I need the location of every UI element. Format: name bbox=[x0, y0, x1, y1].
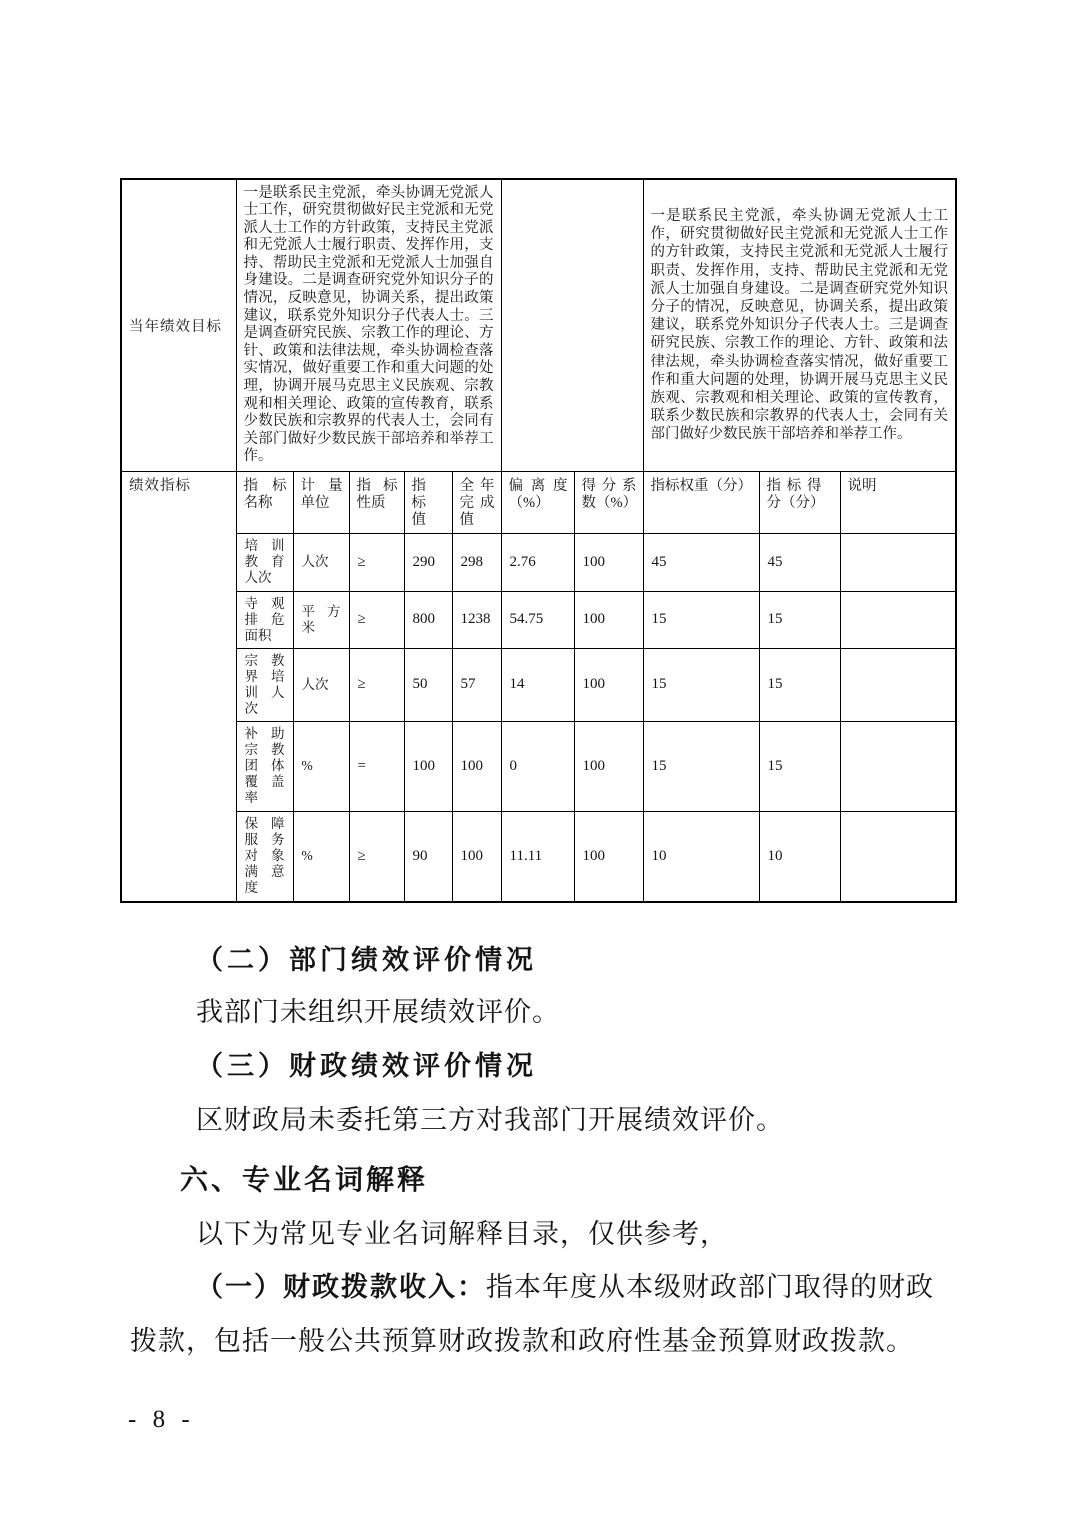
header-deviation: 偏离度（%） bbox=[501, 471, 574, 533]
indicator-row bbox=[121, 533, 956, 591]
indicator-section-label: 绩效指标 bbox=[121, 471, 236, 902]
heading-dept-eval: （二）部门绩效评价情况 bbox=[196, 945, 537, 975]
term1-definition-start: 指本年度从本级财政部门取得的财政 bbox=[486, 1272, 934, 1302]
indicator-score: 10 bbox=[759, 811, 840, 902]
indicator-coefficient: 100 bbox=[574, 648, 643, 721]
indicator-row bbox=[121, 648, 956, 721]
indicator-nature: ≥ bbox=[349, 533, 404, 591]
indicator-name: 宗教界培训人次 bbox=[236, 648, 293, 721]
header-annual-value: 全年完成值 bbox=[452, 471, 501, 533]
header-coefficient: 得分系数（%） bbox=[574, 471, 643, 533]
header-score: 指标得分（分） bbox=[759, 471, 840, 533]
indicator-coefficient: 100 bbox=[574, 533, 643, 591]
indicator-weight: 15 bbox=[643, 648, 759, 721]
indicator-note bbox=[840, 533, 956, 591]
indicator-nature: ≥ bbox=[349, 811, 404, 902]
indicator-row bbox=[121, 811, 956, 902]
indicator-note bbox=[840, 648, 956, 721]
header-unit: 计量单位 bbox=[293, 471, 349, 533]
header-indicator-name: 指标名称 bbox=[236, 471, 293, 533]
para-term1-line2: 拨款，包括一般公共预算财政拨款和政府性基金预算财政拨款。 bbox=[130, 1326, 914, 1356]
indicator-deviation: 2.76 bbox=[501, 533, 574, 591]
indicator-weight: 10 bbox=[643, 811, 759, 902]
indicator-name: 补助宗教团体覆盖率 bbox=[236, 721, 293, 811]
indicator-name: 保障服务对象满意度 bbox=[236, 811, 293, 902]
para-fiscal-eval: 区财政局未委托第三方对我部门开展绩效评价。 bbox=[196, 1105, 784, 1135]
header-target-value: 指标值 bbox=[404, 471, 452, 533]
indicator-deviation: 0 bbox=[501, 721, 574, 811]
indicator-weight: 15 bbox=[643, 721, 759, 811]
indicator-row bbox=[121, 591, 956, 648]
goal-empty-cell bbox=[501, 179, 643, 471]
heading-terms: 六、专业名词解释 bbox=[180, 1164, 429, 1195]
header-nature: 指标性质 bbox=[349, 471, 404, 533]
performance-table bbox=[120, 178, 957, 903]
indicator-score: 15 bbox=[759, 721, 840, 811]
indicator-target: 100 bbox=[404, 721, 452, 811]
indicator-deviation: 14 bbox=[501, 648, 574, 721]
indicator-coefficient: 100 bbox=[574, 591, 643, 648]
para-term1-line1 bbox=[196, 1265, 934, 1304]
indicator-weight: 15 bbox=[643, 591, 759, 648]
indicator-unit: 平方米 bbox=[293, 591, 349, 648]
indicator-coefficient: 100 bbox=[574, 721, 643, 811]
indicator-note bbox=[840, 721, 956, 811]
indicator-score: 45 bbox=[759, 533, 840, 591]
indicator-annual: 57 bbox=[452, 648, 501, 721]
indicator-annual: 1238 bbox=[452, 591, 501, 648]
indicator-note bbox=[840, 811, 956, 902]
indicator-name: 寺观排危面积 bbox=[236, 591, 293, 648]
indicator-annual: 100 bbox=[452, 721, 501, 811]
indicator-score: 15 bbox=[759, 591, 840, 648]
indicator-header-row bbox=[121, 471, 956, 533]
indicator-name: 培训教育人次 bbox=[236, 533, 293, 591]
indicator-deviation: 11.11 bbox=[501, 811, 574, 902]
indicator-unit: % bbox=[293, 721, 349, 811]
indicator-annual: 298 bbox=[452, 533, 501, 591]
indicator-nature: = bbox=[349, 721, 404, 811]
indicator-note bbox=[840, 591, 956, 648]
indicator-nature: ≥ bbox=[349, 591, 404, 648]
indicator-weight: 45 bbox=[643, 533, 759, 591]
header-weight: 指标权重（分） bbox=[643, 471, 759, 533]
goal-dept-text-cell: 一是联系民主党派，牵头协调无党派人士工作，研究贯彻做好民主党派和无党派人士工作的方针政策，支持民主党派和无党派人士履行职责、发挥作用，支持、帮助民主党派和无党派人士加强自身建设。二是调查研究党外知识分子的情况，反映意见，协调关系，提出政策建议，联系党外知识分子代表人士。三是调查研究民族、宗教工作的理论、方针、政策和法律法规，牵头协调检查落实情况，做好重要工作和重大问题的处理，协调开展马克思主义民族观、宗教观和相关理论、政策的宣传教育，联系少数民族和宗教界的代表人士，会同有关部门做好少数民族干部培养和举荐工作。 bbox=[236, 179, 501, 471]
term1-label: （一）财政拨款收入： bbox=[196, 1272, 486, 1302]
goal-eval-text-cell: 一是联系民主党派，牵头协调无党派人士工作，研究贯彻做好民主党派和无党派人士工作的方针政策，支持民主党派和无党派人士履行职责、发挥作用，支持、帮助民主党派和无党派人士加强自身建设。二是调查研究党外知识分子的情况，反映意见，协调关系，提出政策建议，联系党外知识分子代表人士。三是调查研究民族、宗教工作的理论、方针、政策和法律法规，牵头协调检查落实情况，做好重要工作和重大问题的处理，协调开展马克思主义民族观、宗教观和相关理论、政策的宣传教育，联系少数民族和宗教界的代表人士，会同有关部门做好少数民族干部培养和举荐工作。 bbox=[643, 179, 956, 471]
indicator-target: 50 bbox=[404, 648, 452, 721]
indicator-target: 800 bbox=[404, 591, 452, 648]
heading-fiscal-eval: （三）财政绩效评价情况 bbox=[196, 1051, 537, 1081]
indicator-target: 90 bbox=[404, 811, 452, 902]
indicator-unit: % bbox=[293, 811, 349, 902]
goal-row bbox=[121, 179, 956, 471]
indicator-row bbox=[121, 721, 956, 811]
page-number: - 8 - bbox=[128, 1406, 195, 1433]
para-dept-eval: 我部门未组织开展绩效评价。 bbox=[196, 997, 560, 1027]
para-terms-intro: 以下为常见专业名词解释目录，仅供参考， bbox=[196, 1219, 728, 1249]
header-note: 说明 bbox=[840, 471, 956, 533]
indicator-coefficient: 100 bbox=[574, 811, 643, 902]
indicator-unit: 人次 bbox=[293, 648, 349, 721]
goal-row-label: 当年绩效目标 bbox=[121, 179, 236, 471]
indicator-score: 15 bbox=[759, 648, 840, 721]
indicator-unit: 人次 bbox=[293, 533, 349, 591]
indicator-annual: 100 bbox=[452, 811, 501, 902]
indicator-deviation: 54.75 bbox=[501, 591, 574, 648]
indicator-nature: ≥ bbox=[349, 648, 404, 721]
indicator-target: 290 bbox=[404, 533, 452, 591]
